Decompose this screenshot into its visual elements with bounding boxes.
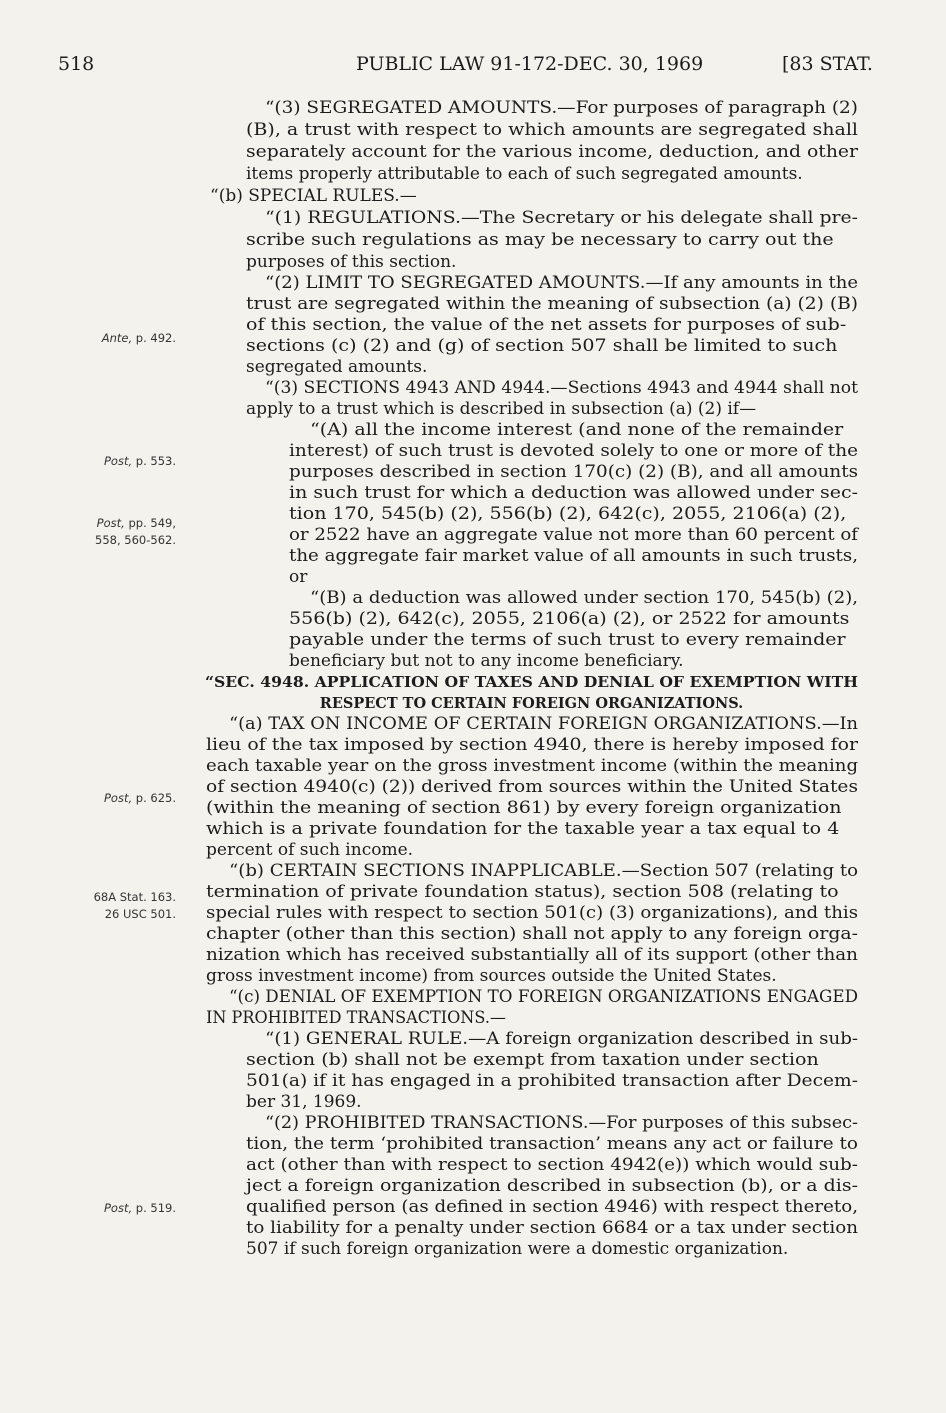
text-line: [0, 903, 946, 924]
text-line-content: of this section, the value of the net assets for purposes of sub-: [246, 315, 847, 335]
text-line: [0, 672, 946, 693]
text-line-content: which is a private foundation for the taxable year a tax equal to 4: [206, 819, 840, 839]
text-line: [0, 378, 946, 399]
text-line-content: trust are segregated within the meaning of subsection (a) (2) (B): [246, 294, 859, 314]
text-line-content: nization which has received substantially all of its support (other than: [206, 945, 858, 965]
margin-note: Post, p. 519.: [103, 1201, 176, 1215]
margin-note: Post, p. 625.: [103, 791, 176, 805]
text-line: [0, 567, 946, 588]
text-line: [0, 1071, 946, 1092]
text-line-content: or 2522 have an aggregate value not more than 60 percent of: [289, 525, 859, 545]
text-line-content: ject a foreign organization described in subsection (b), or a dis-: [246, 1176, 859, 1196]
text-line-content: of section 4940(c) (2)) derived from sources within the United States: [206, 777, 858, 797]
text-line-content: section (b) shall not be exempt from taxation under section: [246, 1050, 819, 1070]
text-line-content: IN PROHIBITED TRANSACTIONS.—: [206, 1008, 507, 1028]
text-line: [0, 840, 946, 861]
text-line: [0, 735, 946, 756]
text-line-content: percent of such income.: [206, 840, 414, 860]
text-line-content: scribe such regulations as may be necessary to carry out the: [246, 230, 834, 250]
text-line-content: tion, the term ‘prohibited transaction’ means any act or failure to: [246, 1134, 859, 1154]
text-line-content: separately account for the various income, deduction, and other: [246, 142, 859, 162]
text-line-content: segregated amounts.: [246, 357, 428, 377]
text-line: [0, 777, 946, 798]
text-line-content: interest) of such trust is devoted solely to one or more of the: [289, 441, 859, 461]
text-line-content: lieu of the tax imposed by section 4940, there is hereby imposed for: [206, 735, 859, 755]
text-line: [0, 142, 946, 163]
text-line-content: beneficiary but not to any income beneficiary.: [289, 651, 684, 671]
text-line-content: termination of private foundation status), section 508 (relating to: [206, 882, 839, 902]
text-line: [0, 441, 946, 462]
text-line: [0, 1155, 946, 1176]
text-line: [0, 966, 946, 987]
text-line-content: RESPECT TO CERTAIN FOREIGN ORGANIZATIONS.: [319, 695, 744, 712]
text-line-content: payable under the terms of such trust to every remainder: [289, 630, 846, 650]
text-line-content: sections (c) (2) and (g) of section 507 shall be limited to such: [246, 336, 838, 356]
text-line-content: (B), a trust with respect to which amounts are segregated shall: [246, 120, 859, 140]
text-line: [0, 861, 946, 882]
text-line-content: items properly attributable to each of such segregated amounts.: [246, 164, 803, 184]
margin-note: 68A Stat. 163. 26 USC 501.: [93, 890, 176, 921]
text-line: [0, 357, 946, 378]
text-line-content: “(b) SPECIAL RULES.—: [210, 186, 417, 206]
text-line: [0, 987, 946, 1008]
text-line: [0, 546, 946, 567]
text-line: [0, 1176, 946, 1197]
text-line-content: in such trust for which a deduction was allowed under sec-: [289, 483, 859, 503]
text-line-content: gross investment income) from sources outside the United States.: [206, 966, 777, 986]
text-line: [0, 1239, 946, 1260]
text-line-content: “SEC. 4948. APPLICATION OF TAXES AND DENIAL OF EXEMPTION WITH: [205, 674, 858, 691]
text-line-content: chapter (other than this section) shall not apply to any foreign orga-: [206, 924, 858, 944]
text-line: [0, 525, 946, 546]
text-line: [0, 420, 946, 441]
text-line-content: tion 170, 545(b) (2), 556(b) (2), 642(c), 2055, 2106(a) (2),: [289, 504, 847, 524]
text-line: [0, 186, 946, 207]
text-line: [0, 315, 946, 336]
text-line: [0, 273, 946, 294]
text-line: [0, 1218, 946, 1239]
text-line-content: ber 31, 1969.: [246, 1092, 362, 1112]
text-line: [0, 588, 946, 609]
text-line-content: “(b) CERTAIN SECTIONS INAPPLICABLE.—Section 507 (relating to: [229, 861, 859, 881]
text-line: [0, 693, 946, 714]
text-line: [0, 120, 946, 141]
text-line: [0, 609, 946, 630]
text-line: [0, 630, 946, 651]
text-line-content: “(1) REGULATIONS.—The Secretary or his delegate shall pre-: [265, 208, 858, 228]
text-line-content: “(3) SECTIONS 4943 AND 4944.—Sections 4943 and 4944 shall not: [265, 378, 858, 398]
text-line: [0, 294, 946, 315]
margin-note: Post, p. 553.: [103, 454, 176, 468]
text-line: [0, 714, 946, 735]
text-line-content: qualified person (as defined in section 4946) with respect thereto,: [246, 1197, 859, 1217]
text-line: [0, 882, 946, 903]
text-line-content: the aggregate fair market value of all amounts in such trusts,: [289, 546, 859, 566]
text-line-content: or: [289, 567, 308, 587]
text-line: [0, 1134, 946, 1155]
text-line: [0, 462, 946, 483]
text-line: [0, 164, 946, 185]
text-line: [0, 945, 946, 966]
text-line-content: “(2) PROHIBITED TRANSACTIONS.—For purposes of this subsec-: [265, 1113, 859, 1133]
text-line-content: act (other than with respect to section 4942(e)) which would sub-: [246, 1155, 859, 1175]
text-line: [0, 1092, 946, 1113]
text-line: [0, 1197, 946, 1218]
text-line: [0, 798, 946, 819]
statute-reference: [83 STAT.: [782, 53, 873, 75]
text-line: [0, 819, 946, 840]
text-line: [0, 651, 946, 672]
text-line-content: “(3) SEGREGATED AMOUNTS.—For purposes of paragraph (2): [265, 98, 858, 118]
text-line: [0, 924, 946, 945]
margin-note: Post, pp. 549, 558, 560-562.: [95, 516, 176, 547]
text-line-content: “(A) all the income interest (and none of the remainder: [310, 420, 844, 440]
text-line: [0, 399, 946, 420]
text-line: [0, 756, 946, 777]
text-line-content: (within the meaning of section 861) by every foreign organization: [206, 798, 842, 818]
text-line-content: 501(a) if it has engaged in a prohibited transaction after Decem-: [246, 1071, 859, 1091]
text-line-content: to liability for a penalty under section 6684 or a tax under section: [246, 1218, 859, 1238]
text-line: [0, 252, 946, 273]
text-line: [0, 98, 946, 119]
text-line-content: special rules with respect to section 501(c) (3) organizations), and this: [206, 903, 859, 923]
margin-note: Ante, p. 492.: [101, 331, 176, 345]
text-line: [0, 504, 946, 525]
text-line-content: 556(b) (2), 642(c), 2055, 2106(a) (2), or 2522 for amounts: [289, 609, 850, 629]
text-line: [0, 208, 946, 229]
text-line-content: purposes of this section.: [246, 252, 457, 272]
text-line: [0, 230, 946, 251]
text-line: [0, 336, 946, 357]
text-line-content: “(c) DENIAL OF EXEMPTION TO FOREIGN ORGANIZATIONS ENGAGED: [229, 987, 859, 1007]
text-line-content: purposes described in section 170(c) (2) (B), and all amounts: [289, 462, 859, 482]
page-number: 518: [58, 53, 95, 75]
text-line: [0, 1008, 946, 1029]
text-line-content: 507 if such foreign organization were a domestic organization.: [246, 1239, 789, 1259]
text-line-content: each taxable year on the gross investment income (within the meaning: [206, 756, 859, 776]
text-line: [0, 1113, 946, 1134]
text-line-content: “(1) GENERAL RULE.—A foreign organization described in sub-: [265, 1029, 859, 1049]
text-line-content: apply to a trust which is described in subsection (a) (2) if—: [246, 399, 757, 419]
text-line: [0, 483, 946, 504]
page-running-title: PUBLIC LAW 91-172-DEC. 30, 1969: [356, 53, 704, 75]
text-line: [0, 1029, 946, 1050]
text-line: [0, 1050, 946, 1071]
text-line-content: “(B) a deduction was allowed under section 170, 545(b) (2),: [310, 588, 859, 608]
text-line-content: “(a) TAX ON INCOME OF CERTAIN FOREIGN ORGANIZATIONS.—In: [229, 714, 859, 734]
text-line-content: “(2) LIMIT TO SEGREGATED AMOUNTS.—If any amounts in the: [265, 273, 858, 293]
